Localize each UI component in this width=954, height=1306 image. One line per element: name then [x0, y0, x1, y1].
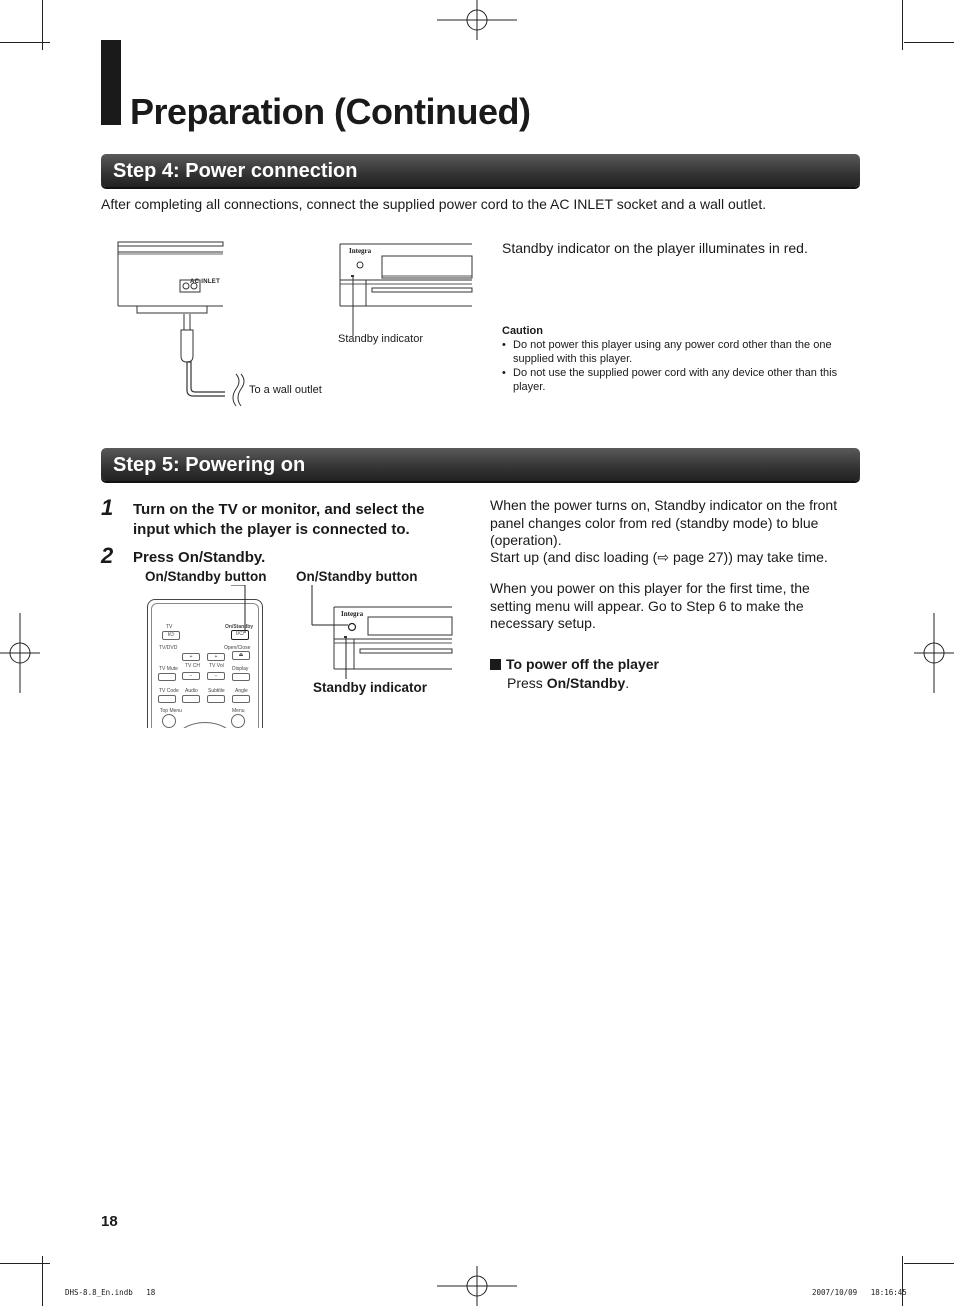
remote-key-label: TV CH [185, 663, 200, 669]
startup-text: page 27)) may take time. [669, 549, 828, 565]
remote-callout-line [230, 585, 250, 635]
title-accent-bar [101, 40, 121, 125]
remote-key-label: Display [232, 666, 249, 672]
power-on-paragraph: When the power turns on, Standby indicator on the front panel changes color from red (standby mode) to blue (operation). [490, 497, 838, 548]
standby-note: Standby indicator on the player illuminates in red. [502, 240, 808, 256]
power-off-text: . [625, 675, 630, 691]
remote-key-label: Top Menu [160, 708, 182, 714]
startup-paragraph [490, 549, 828, 567]
registration-mark-top [437, 0, 517, 40]
square-bullet-icon [490, 659, 501, 670]
standby-indicator-label: Standby indicator [338, 333, 423, 345]
ac-inlet-label: AC INLET [190, 279, 221, 285]
remote-key-label: Subtitle [208, 688, 225, 694]
remote-plus-key: + [207, 653, 225, 661]
power-off-heading-text: To power off the player [506, 656, 659, 672]
standby-indicator-callout: Standby indicator [313, 680, 428, 695]
power-off-text: Press [507, 675, 547, 691]
remote-key [232, 695, 250, 703]
remote-key-label: Audio [185, 688, 198, 694]
remote-plus-key: + [182, 653, 200, 661]
remote-key-label: TV Vol [209, 663, 224, 669]
remote-key [182, 695, 200, 703]
registration-mark-left [0, 613, 40, 693]
startup-text: Start up (and disc loading ( [490, 549, 658, 565]
rear-panel-power-cord-illustration [115, 240, 225, 410]
step4-title: Step 4: Power connection [113, 160, 358, 182]
remote-key-label: TV [166, 624, 173, 630]
caution-list [502, 338, 854, 394]
remote-key-label: TV Mute [159, 666, 178, 672]
print-timestamp: 2007/10/09 18:16:45 [812, 1288, 907, 1297]
remote-key-label: TV/DVD [159, 645, 178, 651]
remote-eject-key: ⏏ [232, 651, 250, 660]
step4-intro: After completing all connections, connect the supplied power cord to the AC INLET socket and a wall outlet. [101, 196, 767, 212]
remote-key [207, 695, 225, 703]
first-time-paragraph: When you power on this player for the first time, the setting menu will appear. Go to Step 6 to make the necessary setup. [490, 580, 810, 631]
front-panel-onstandby-illustration [306, 585, 456, 685]
remote-round-key [231, 714, 245, 728]
power-off-button-name: On/Standby [546, 675, 626, 691]
brand-logo: Integra [341, 610, 364, 618]
caution-item: • Do not use the supplied power cord with any device other than this player. [502, 366, 854, 394]
print-file-name: DHS-8.8_En.indb 18 [65, 1288, 156, 1297]
remote-minus-key: − [182, 672, 200, 680]
remote-key [158, 673, 176, 681]
registration-mark-bottom [437, 1266, 517, 1306]
registration-mark-right [914, 613, 954, 693]
step-number-2: 2 [101, 543, 114, 568]
step-number-1: 1 [101, 495, 114, 520]
page-title: Preparation (Continued) [130, 91, 531, 132]
step-1-text: Turn on the TV or monitor, and select the input which the player is connected to. [133, 501, 425, 538]
remote-key-label: Open/Close [224, 645, 251, 651]
remote-round-key [162, 714, 176, 728]
remote-key-label: Menu [232, 708, 245, 714]
remote-key-label: Angle [235, 688, 248, 694]
page-reference-arrow-icon: ⇨ [657, 549, 670, 565]
player-onstandby-callout: On/Standby button [296, 569, 418, 584]
power-off-instruction [507, 675, 629, 693]
wall-cut-mark [232, 372, 248, 408]
wall-outlet-label: To a wall outlet [249, 384, 322, 396]
caution-heading: Caution [502, 325, 543, 337]
remote-onstandby-callout: On/Standby button [145, 569, 267, 584]
remote-minus-key: − [207, 672, 225, 680]
remote-onstandby-key: I/⏻ [231, 630, 249, 640]
caution-item: • Do not power this player using any power cord other than the one supplied with this player. [502, 338, 854, 366]
brand-logo: Integra [349, 247, 372, 255]
step5-title: Step 5: Powering on [113, 454, 306, 476]
remote-tv-power-key: I/⏻ [162, 631, 180, 640]
remote-key [232, 673, 250, 681]
power-off-heading [490, 656, 659, 673]
remote-key-label: TV Code [159, 688, 179, 694]
step-2-text: Press On/Standby. [133, 549, 266, 566]
page-number: 18 [101, 1213, 118, 1230]
remote-key [158, 695, 176, 703]
remote-key-label: On/Standby [225, 624, 254, 630]
